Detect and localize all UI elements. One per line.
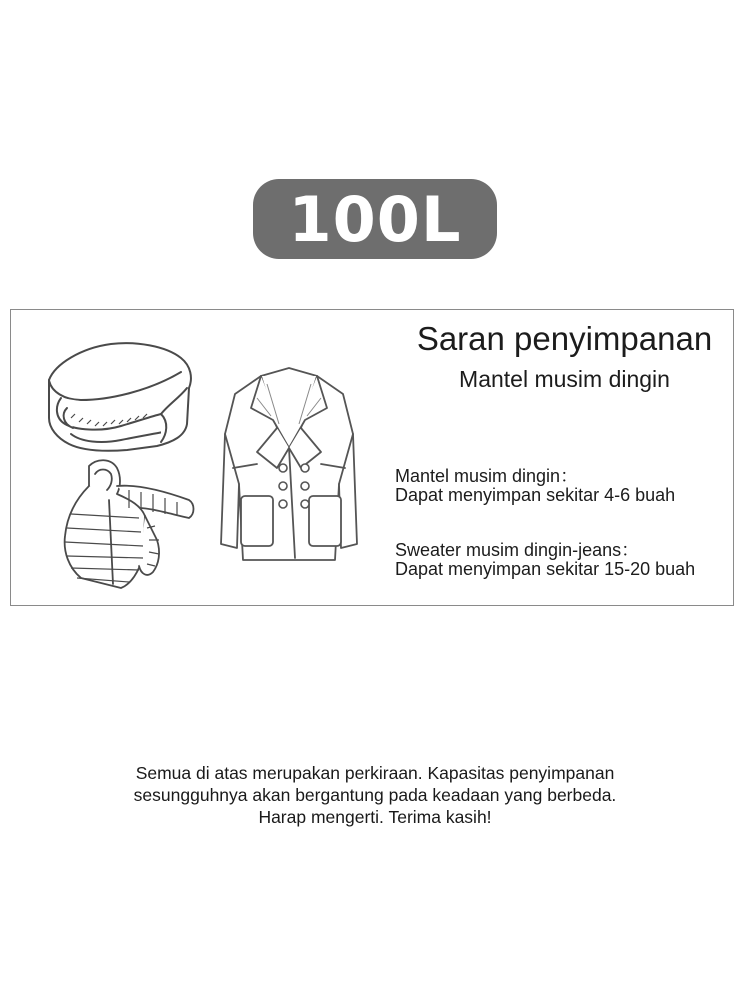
coat-capacity-value: Dapat menyimpan sekitar 4-6 buah — [395, 485, 676, 505]
folded-blanket-icon — [41, 338, 196, 456]
capacity-badge — [253, 179, 497, 259]
disclaimer-line: Semua di atas merupakan perkiraan. Kapasitas penyimpanan — [135, 763, 615, 783]
coat-capacity-label: Mantel musim dingin： — [395, 466, 579, 486]
storage-suggestion-panel — [10, 309, 734, 606]
sweater-capacity-value: Dapat menyimpan sekitar 15-20 buah — [395, 559, 696, 579]
capacity-label: 100L — [288, 182, 462, 256]
winter-coat-icon — [217, 364, 362, 564]
panel-title: Saran penyimpanan — [416, 320, 713, 357]
puffer-jacket-icon — [59, 456, 199, 594]
disclaimer-line: Harap mengerti. Terima kasih! — [258, 807, 492, 827]
panel-subtitle: Mantel musim dingin — [459, 366, 670, 392]
sweater-capacity-label: Sweater musim dingin-jeans： — [395, 540, 640, 560]
disclaimer-line: sesungguhnya akan bergantung pada keadaan yang berbeda. — [133, 785, 617, 805]
disclaimer — [0, 762, 750, 828]
